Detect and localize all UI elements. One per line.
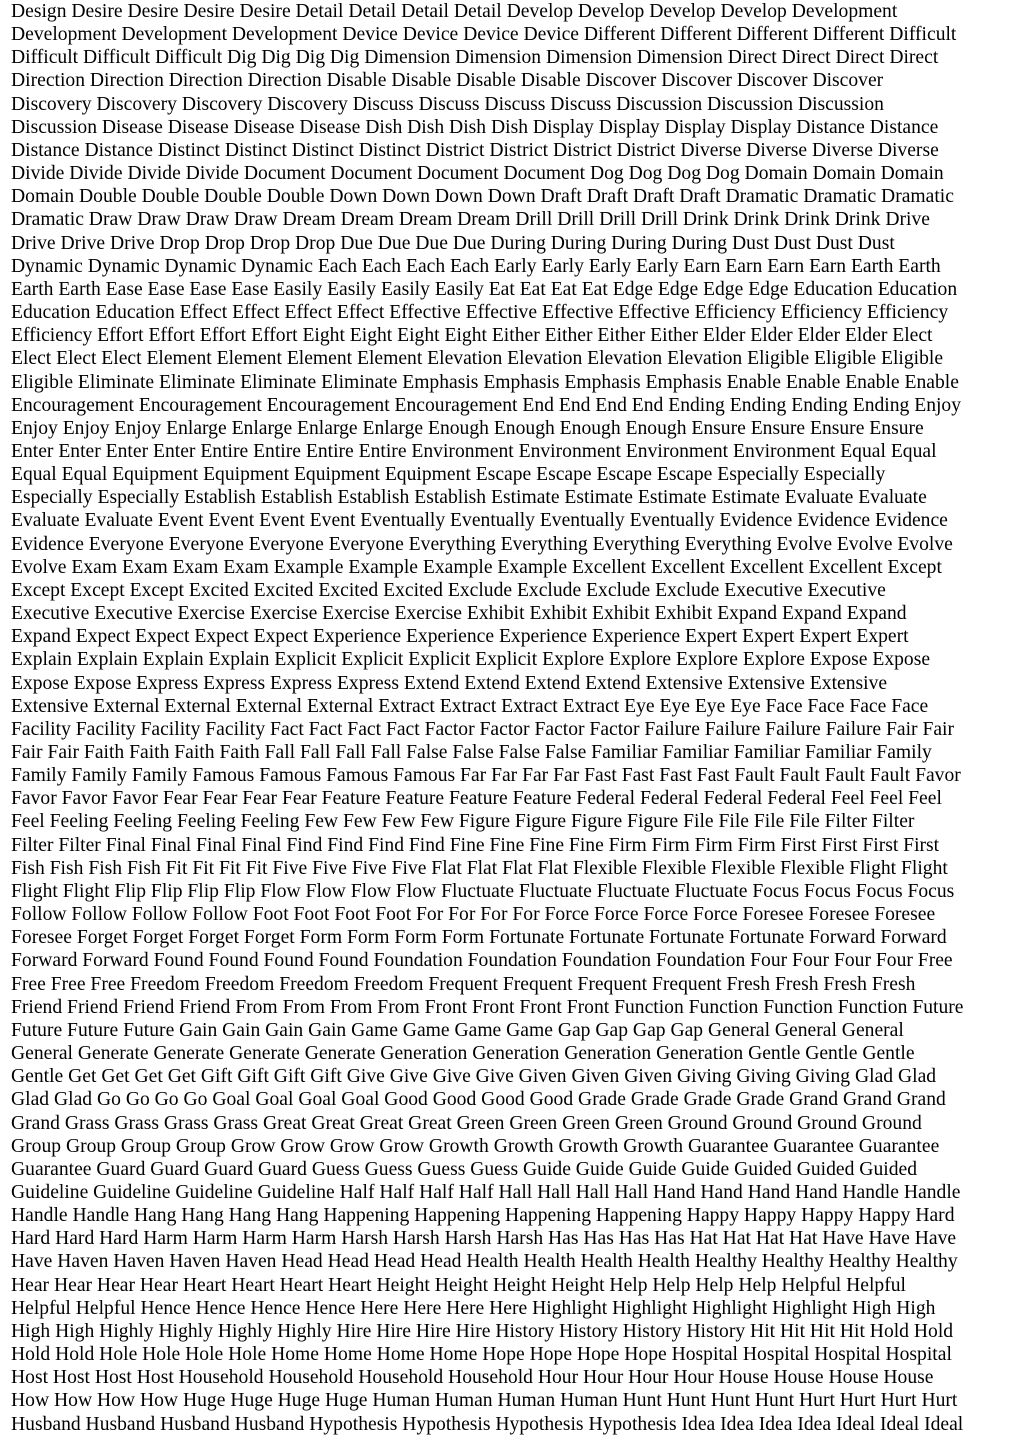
text-line: General Generate Generate Generate Generate Generation Generation Generation Generation Gentle Gentle Gentle (11, 1043, 915, 1065)
text-line: Guarantee Guard Guard Guard Guard Guess Guess Guess Guess Guide Guide Guide Guide Guided Guided Guided (11, 1158, 917, 1180)
document-text-block (11, 0, 1014, 1436)
text-line: Follow Follow Follow Follow Foot Foot Foot Foot For For For For Force Force Force Force Foresee Foresee Foresee (11, 904, 936, 926)
text-line: Eligible Eliminate Eliminate Eliminate Eliminate Emphasis Emphasis Emphasis Emphasis Enable Enable Enable Enable (11, 371, 959, 393)
text-line: Direction Direction Direction Direction Disable Disable Disable Disable Discover Discover Discover Discover (11, 70, 884, 92)
text-line: Host Host Host Host Household Household Household Household Hour Hour Hour Hour House House House House (11, 1367, 934, 1389)
text-line: Grand Grass Grass Grass Grass Great Great Great Great Green Green Green Green Ground Ground Ground Ground (11, 1112, 922, 1134)
text-line: Except Except Except Excited Excited Excited Excited Exclude Exclude Exclude Exclude Executive Executive (11, 579, 886, 601)
text-line: Evaluate Evaluate Event Event Event Event Eventually Eventually Eventually Eventually Evidence Evidence Evidence (11, 510, 948, 532)
text-line: High High Highly Highly Highly Highly Hire Hire Hire Hire History History History History Hit Hit Hit Hit Hold Hold (11, 1320, 954, 1342)
text-line: Handle Handle Hang Hang Hang Hang Happening Happening Happening Happening Happy Happy Happy Happy Hard (11, 1205, 955, 1227)
text-line: Fish Fish Fish Fish Fit Fit Fit Fit Five Five Five Five Flat Flat Flat Flat Flexible Flexible Flexible Flexible Flight Flight (11, 857, 948, 879)
text-line: Filter Filter Final Final Final Final Find Find Find Find Fine Fine Fine Fine Firm Firm Firm Firm First First First First (11, 834, 940, 856)
text-line: Enter Enter Enter Enter Entire Entire Entire Entire Environment Environment Environment Environment Equal Equal (11, 440, 937, 462)
text-line: Hear Hear Hear Hear Heart Heart Heart Heart Height Height Height Height Help Help Help Help Helpful Helpful (11, 1274, 906, 1296)
text-line: Foresee Forget Forget Forget Forget Form Form Form Form Fortunate Fortunate Fortunate Fortunate Forward Forward (11, 927, 947, 949)
text-line: Flight Flight Flip Flip Flip Flip Flow Flow Flow Flow Fluctuate Fluctuate Fluctuate Fluctuate Focus Focus Focus Focus (11, 880, 955, 902)
text-line: Extensive External External External External Extract Extract Extract Extract Eye Eye Eye Eye Face Face Face Face (11, 695, 929, 717)
text-line: Domain Double Double Double Double Down Down Down Down Draft Draft Draft Draft Dramatic Dramatic Dramatic (11, 186, 954, 208)
text-line: Expand Expect Expect Expect Expect Experience Experience Experience Experience Expert Expert Expert Expert (11, 626, 909, 648)
text-line: Forward Forward Found Found Found Found Foundation Foundation Foundation Foundation Four Four Four Four Free (11, 950, 953, 972)
text-line: Facility Facility Facility Facility Fact Fact Fact Fact Factor Factor Factor Factor Failure Failure Failure Failure Fair Fair (11, 718, 955, 740)
text-line: Hard Hard Hard Harm Harm Harm Harm Harsh Harsh Harsh Harsh Has Has Has Has Hat Hat Hat Hat Have Have Have (11, 1228, 957, 1250)
text-line: Dynamic Dynamic Dynamic Dynamic Each Each Each Each Early Early Early Early Earn Earn Earn Earn Earth Earth (11, 255, 941, 277)
text-line: Helpful Helpful Hence Hence Hence Hence Here Here Here Here Highlight Highlight Highlight Highlight High High (11, 1297, 936, 1319)
text-line: Elect Elect Elect Element Element Element Element Elevation Elevation Elevation Elevation Eligible Eligible Eligible (11, 348, 944, 370)
text-line: Efficiency Effort Effort Effort Effort Eight Eight Eight Eight Either Either Either Either Elder Elder Elder Elder Elect (11, 325, 933, 347)
text-line: Discussion Disease Disease Disease Disease Dish Dish Dish Dish Display Display Display Display Distance Distance (11, 116, 939, 138)
text-line: Favor Favor Favor Fear Fear Fear Fear Feature Feature Feature Feature Federal Federal Federal Federal Feel Feel Feel (11, 788, 942, 810)
text-line: Design Desire Desire Desire Desire Detail Detail Detail Detail Develop Develop Develop Develop Development (11, 1, 898, 22)
text-line: Friend Friend Friend Friend From From From From Front Front Front Front Function Function Function Function Future (11, 996, 964, 1018)
text-line: Enjoy Enjoy Enjoy Enlarge Enlarge Enlarge Enlarge Enough Enough Enough Enough Ensure Ensure Ensure Ensure (11, 417, 924, 439)
text-line: Executive Executive Exercise Exercise Exercise Exercise Exhibit Exhibit Exhibit Exhibit Expand Expand Expand (11, 603, 907, 625)
text-line: Expose Expose Express Express Express Express Extend Extend Extend Extend Extensive Extensive Extensive (11, 672, 888, 694)
text-line: Difficult Difficult Difficult Dig Dig Dig Dig Dimension Dimension Dimension Dimension Direct Direct Direct Direct (11, 47, 939, 69)
text-line: Discovery Discovery Discovery Discovery Discuss Discuss Discuss Discuss Discussion Discussion Discussion (11, 93, 884, 115)
text-line: Dramatic Draw Draw Draw Draw Dream Dream Dream Dream Drill Drill Drill Drill Drink Drink Drink Drink Drive (11, 209, 930, 231)
text-line: Distance Distance Distinct Distinct Distinct Distinct District District District District Diverse Diverse Diverse Diverse (11, 139, 939, 161)
text-line: Explain Explain Explain Explain Explicit Explicit Explicit Explicit Explore Explore Explore Explore Expose Expose (11, 649, 931, 671)
text-line: Equal Equal Equipment Equipment Equipment Equipment Escape Escape Escape Escape Especially Especially (11, 464, 886, 486)
text-line: Evidence Everyone Everyone Everyone Everyone Everything Everything Everything Everything Evolve Evolve Evolve (11, 533, 953, 555)
text-line: Have Haven Haven Haven Haven Head Head Head Head Health Health Health Health Healthy Healthy Healthy Healthy (11, 1251, 958, 1273)
text-line: Encouragement Encouragement Encouragement Encouragement End End End End Ending Ending Ending Ending Enjoy (11, 394, 962, 416)
text-line: Especially Especially Establish Establish Establish Establish Estimate Estimate Estimate Estimate Evaluate Evaluate (11, 487, 927, 509)
text-line: Future Future Future Gain Gain Gain Gain Game Game Game Game Gap Gap Gap Gap General General General (11, 1019, 904, 1041)
text-line: Guideline Guideline Guideline Guideline Half Half Half Half Hall Hall Hall Hall Hand Hand Hand Hand Handle Handle (11, 1181, 961, 1203)
text-line: Education Education Effect Effect Effect Effect Effective Effective Effective Effective Efficiency Efficiency Efficiency (11, 302, 949, 324)
text-line: Development Development Development Device Device Device Device Different Different Different Different Difficult (11, 24, 957, 46)
text-line: Evolve Exam Exam Exam Exam Example Example Example Example Excellent Excellent Excellent Excellent Except (11, 556, 942, 578)
text-line: Fair Fair Faith Faith Faith Faith Fall Fall Fall Fall False False False False Familiar Familiar Familiar Familiar Family (11, 742, 932, 763)
text-line: Glad Glad Go Go Go Go Goal Goal Goal Goal Good Good Good Good Grade Grade Grade Grade Grand Grand Grand (11, 1089, 946, 1111)
text-line: Free Free Free Freedom Freedom Freedom Freedom Frequent Frequent Frequent Frequent Fresh Fresh Fresh Fresh (11, 973, 916, 995)
text-line: Hold Hold Hole Hole Hole Hole Home Home Home Home Hope Hope Hope Hope Hospital Hospital Hospital Hospital (11, 1344, 952, 1366)
text-line: Family Family Family Famous Famous Famous Famous Far Far Far Far Fast Fast Fast Fast Fault Fault Fault Fault Favor (11, 765, 961, 787)
text-line: Gentle Get Get Get Get Gift Gift Gift Gift Give Give Give Give Given Given Given Giving Giving Giving Glad Glad (11, 1066, 937, 1088)
text-line: Earth Earth Ease Ease Ease Ease Easily Easily Easily Easily Eat Eat Eat Eat Edge Edge Edge Edge Education Education (11, 278, 958, 300)
text-line: Feel Feeling Feeling Feeling Feeling Few Few Few Few Figure Figure Figure Figure File File File File Filter Filter (11, 811, 915, 833)
text-line: How How How How Huge Huge Huge Huge Human Human Human Human Hunt Hunt Hunt Hunt Hurt Hurt Hurt Hurt (11, 1390, 958, 1412)
text-line: Divide Divide Divide Divide Document Document Document Document Dog Dog Dog Dog Domain Domain Domain (11, 163, 944, 185)
text-line: Drive Drive Drive Drop Drop Drop Drop Due Due Due Due During During During During Dust Dust Dust Dust (11, 232, 895, 254)
text-line: Husband Husband Husband Husband Hypothesis Hypothesis Hypothesis Hypothesis Idea Idea Idea Idea Ideal Ideal Ideal (11, 1413, 964, 1435)
text-line: Group Group Group Group Grow Grow Grow Grow Growth Growth Growth Growth Guarantee Guarantee Guarantee (11, 1135, 940, 1157)
